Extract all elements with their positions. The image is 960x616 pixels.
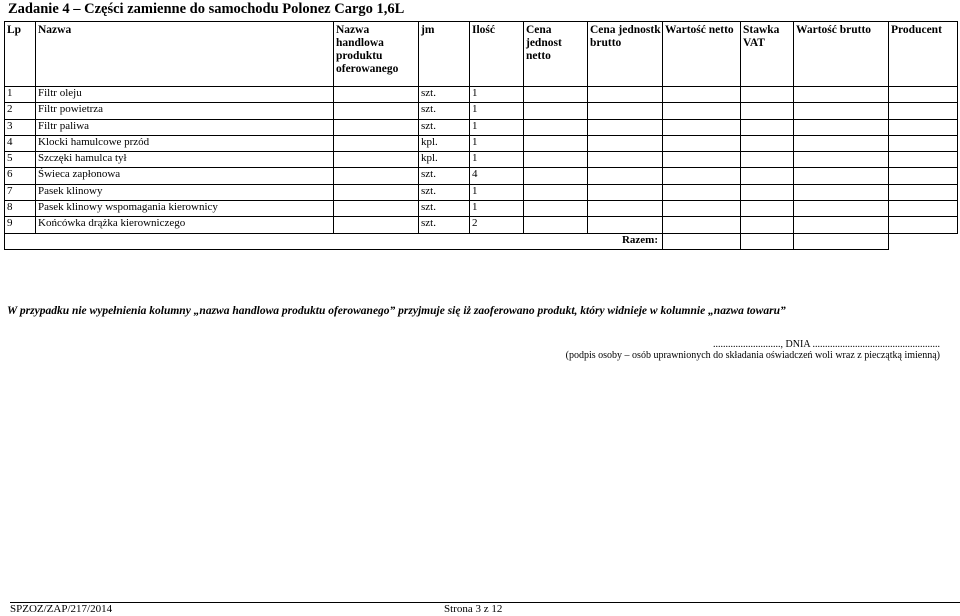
cell-producent[interactable]: [889, 152, 958, 168]
cell-nazwa-handlowa[interactable]: [334, 217, 419, 233]
cell-wartosc-netto[interactable]: [663, 87, 741, 103]
cell-lp: 4: [5, 135, 36, 151]
cell-nazwa-handlowa[interactable]: [334, 87, 419, 103]
table-row: [5, 184, 958, 200]
cell-nazwa: Świeca zapłonowa: [36, 168, 334, 184]
cell-wartosc-brutto[interactable]: [794, 152, 889, 168]
cell-wartosc-brutto[interactable]: [794, 135, 889, 151]
cell-nazwa: Filtr powietrza: [36, 103, 334, 119]
cell-jm: szt.: [419, 217, 470, 233]
cell-cena-brutto[interactable]: [588, 103, 663, 119]
cell-lp: 9: [5, 217, 36, 233]
cell-jm: kpl.: [419, 135, 470, 151]
cell-ilosc: 1: [470, 152, 524, 168]
cell-ilosc: 1: [470, 135, 524, 151]
cell-producent[interactable]: [889, 103, 958, 119]
header-jm: jm: [419, 22, 470, 87]
razem-stawka-vat[interactable]: [741, 233, 794, 249]
cell-cena-netto[interactable]: [524, 152, 588, 168]
cell-cena-brutto[interactable]: [588, 135, 663, 151]
cell-cena-netto[interactable]: [524, 103, 588, 119]
razem-wartosc-brutto[interactable]: [794, 233, 889, 249]
header-wartosc-netto: Wartość netto: [663, 22, 741, 87]
header-stawka-vat: Stawka VAT: [741, 22, 794, 87]
instruction-note: W przypadku nie wypełnienia kolumny „nazwa handlowa produktu oferowanego” przyjmuje się iż zaoferowano produkt, który widnieje w kolumnie „nazwa towaru”: [7, 305, 786, 317]
cell-wartosc-brutto[interactable]: [794, 217, 889, 233]
cell-lp: 1: [5, 87, 36, 103]
table-row: [5, 152, 958, 168]
cell-ilosc: 4: [470, 168, 524, 184]
cell-wartosc-netto[interactable]: [663, 135, 741, 151]
cell-ilosc: 2: [470, 217, 524, 233]
cell-ilosc: 1: [470, 87, 524, 103]
table-header-row: [5, 22, 958, 87]
header-nazwa-handlowa: Nazwa handlowa produktu oferowanego: [334, 22, 419, 87]
cell-cena-netto[interactable]: [524, 119, 588, 135]
document-title: Zadanie 4 – Części zamienne do samochodu Polonez Cargo 1,6L: [8, 1, 405, 17]
table-row: [5, 103, 958, 119]
cell-cena-netto[interactable]: [524, 184, 588, 200]
cell-nazwa-handlowa[interactable]: [334, 103, 419, 119]
cell-wartosc-brutto[interactable]: [794, 103, 889, 119]
cell-nazwa-handlowa[interactable]: [334, 119, 419, 135]
cell-jm: kpl.: [419, 152, 470, 168]
cell-cena-brutto[interactable]: [588, 168, 663, 184]
footer-page-number: Strona 3 z 12: [444, 603, 503, 615]
cell-cena-brutto[interactable]: [588, 87, 663, 103]
cell-wartosc-netto[interactable]: [663, 152, 741, 168]
cell-nazwa: Filtr paliwa: [36, 119, 334, 135]
cell-ilosc: 1: [470, 119, 524, 135]
cell-nazwa: Filtr oleju: [36, 87, 334, 103]
cell-lp: 7: [5, 184, 36, 200]
cell-stawka-vat[interactable]: [741, 103, 794, 119]
header-wartosc-brutto: Wartość brutto: [794, 22, 889, 87]
razem-wartosc-netto[interactable]: [663, 233, 741, 249]
cell-cena-netto[interactable]: [524, 87, 588, 103]
cell-cena-netto[interactable]: [524, 168, 588, 184]
cell-nazwa-handlowa[interactable]: [334, 184, 419, 200]
signature-caption: (podpis osoby – osób uprawnionych do składania oświadczeń woli wraz z pieczątką imienną): [565, 350, 940, 361]
cell-producent[interactable]: [889, 201, 958, 217]
cell-jm: szt.: [419, 168, 470, 184]
cell-lp: 5: [5, 152, 36, 168]
cell-lp: 3: [5, 119, 36, 135]
cell-stawka-vat[interactable]: [741, 184, 794, 200]
cell-nazwa: Klocki hamulcowe przód: [36, 135, 334, 151]
header-cena-brutto: Cena jednostk brutto: [588, 22, 663, 87]
table-row: [5, 168, 958, 184]
cell-cena-netto[interactable]: [524, 217, 588, 233]
cell-ilosc: 1: [470, 103, 524, 119]
cell-nazwa: Szczęki hamulca tył: [36, 152, 334, 168]
cell-wartosc-brutto[interactable]: [794, 201, 889, 217]
cell-cena-brutto[interactable]: [588, 201, 663, 217]
cell-wartosc-netto[interactable]: [663, 201, 741, 217]
cell-stawka-vat[interactable]: [741, 152, 794, 168]
cell-wartosc-brutto[interactable]: [794, 119, 889, 135]
cell-cena-brutto[interactable]: [588, 217, 663, 233]
cell-wartosc-brutto[interactable]: [794, 87, 889, 103]
cell-producent[interactable]: [889, 135, 958, 151]
cell-stawka-vat[interactable]: [741, 217, 794, 233]
cell-jm: szt.: [419, 103, 470, 119]
cell-jm: szt.: [419, 184, 470, 200]
cell-producent[interactable]: [889, 217, 958, 233]
header-ilosc: Ilość: [470, 22, 524, 87]
razem-label: Razem:: [5, 233, 663, 249]
cell-cena-brutto[interactable]: [588, 119, 663, 135]
table-row: [5, 87, 958, 103]
table-row: [5, 201, 958, 217]
cell-producent[interactable]: [889, 119, 958, 135]
cell-wartosc-netto[interactable]: [663, 119, 741, 135]
cell-stawka-vat[interactable]: [741, 135, 794, 151]
footer-doc-number: SPZOZ/ZAP/217/2014: [10, 603, 113, 615]
cell-wartosc-netto[interactable]: [663, 217, 741, 233]
header-nazwa: Nazwa: [36, 22, 334, 87]
cell-jm: szt.: [419, 87, 470, 103]
header-producent: Producent: [889, 22, 958, 87]
cell-cena-netto[interactable]: [524, 135, 588, 151]
cell-producent[interactable]: [889, 168, 958, 184]
cell-stawka-vat[interactable]: [741, 201, 794, 217]
cell-lp: 8: [5, 201, 36, 217]
razem-empty: [889, 233, 958, 249]
cell-cena-netto[interactable]: [524, 201, 588, 217]
cell-wartosc-netto[interactable]: [663, 168, 741, 184]
cell-stawka-vat[interactable]: [741, 168, 794, 184]
cell-wartosc-brutto[interactable]: [794, 184, 889, 200]
cell-wartosc-netto[interactable]: [663, 184, 741, 200]
cell-ilosc: 1: [470, 201, 524, 217]
cell-nazwa-handlowa[interactable]: [334, 135, 419, 151]
cell-cena-brutto[interactable]: [588, 152, 663, 168]
cell-nazwa-handlowa[interactable]: [334, 152, 419, 168]
signature-date-line: ..........................., DNIA ...................................................: [713, 339, 940, 350]
cell-lp: 6: [5, 168, 36, 184]
cell-nazwa: Końcówka drążka kierowniczego: [36, 217, 334, 233]
cell-cena-brutto[interactable]: [588, 184, 663, 200]
table-row: [5, 119, 958, 135]
header-lp: Lp: [5, 22, 36, 87]
cell-jm: szt.: [419, 119, 470, 135]
table-row: [5, 217, 958, 233]
cell-producent[interactable]: [889, 87, 958, 103]
cell-stawka-vat[interactable]: [741, 87, 794, 103]
cell-jm: szt.: [419, 201, 470, 217]
header-cena-netto: Cena jednost netto: [524, 22, 588, 87]
price-table: [4, 21, 958, 250]
cell-nazwa: Pasek klinowy: [36, 184, 334, 200]
table-row: [5, 135, 958, 151]
cell-nazwa-handlowa[interactable]: [334, 168, 419, 184]
cell-wartosc-netto[interactable]: [663, 103, 741, 119]
cell-ilosc: 1: [470, 184, 524, 200]
cell-producent[interactable]: [889, 184, 958, 200]
cell-nazwa: Pasek klinowy wspomagania kierownicy: [36, 201, 334, 217]
cell-lp: 2: [5, 103, 36, 119]
razem-row: [5, 233, 958, 249]
cell-wartosc-brutto[interactable]: [794, 168, 889, 184]
cell-stawka-vat[interactable]: [741, 119, 794, 135]
cell-nazwa-handlowa[interactable]: [334, 201, 419, 217]
